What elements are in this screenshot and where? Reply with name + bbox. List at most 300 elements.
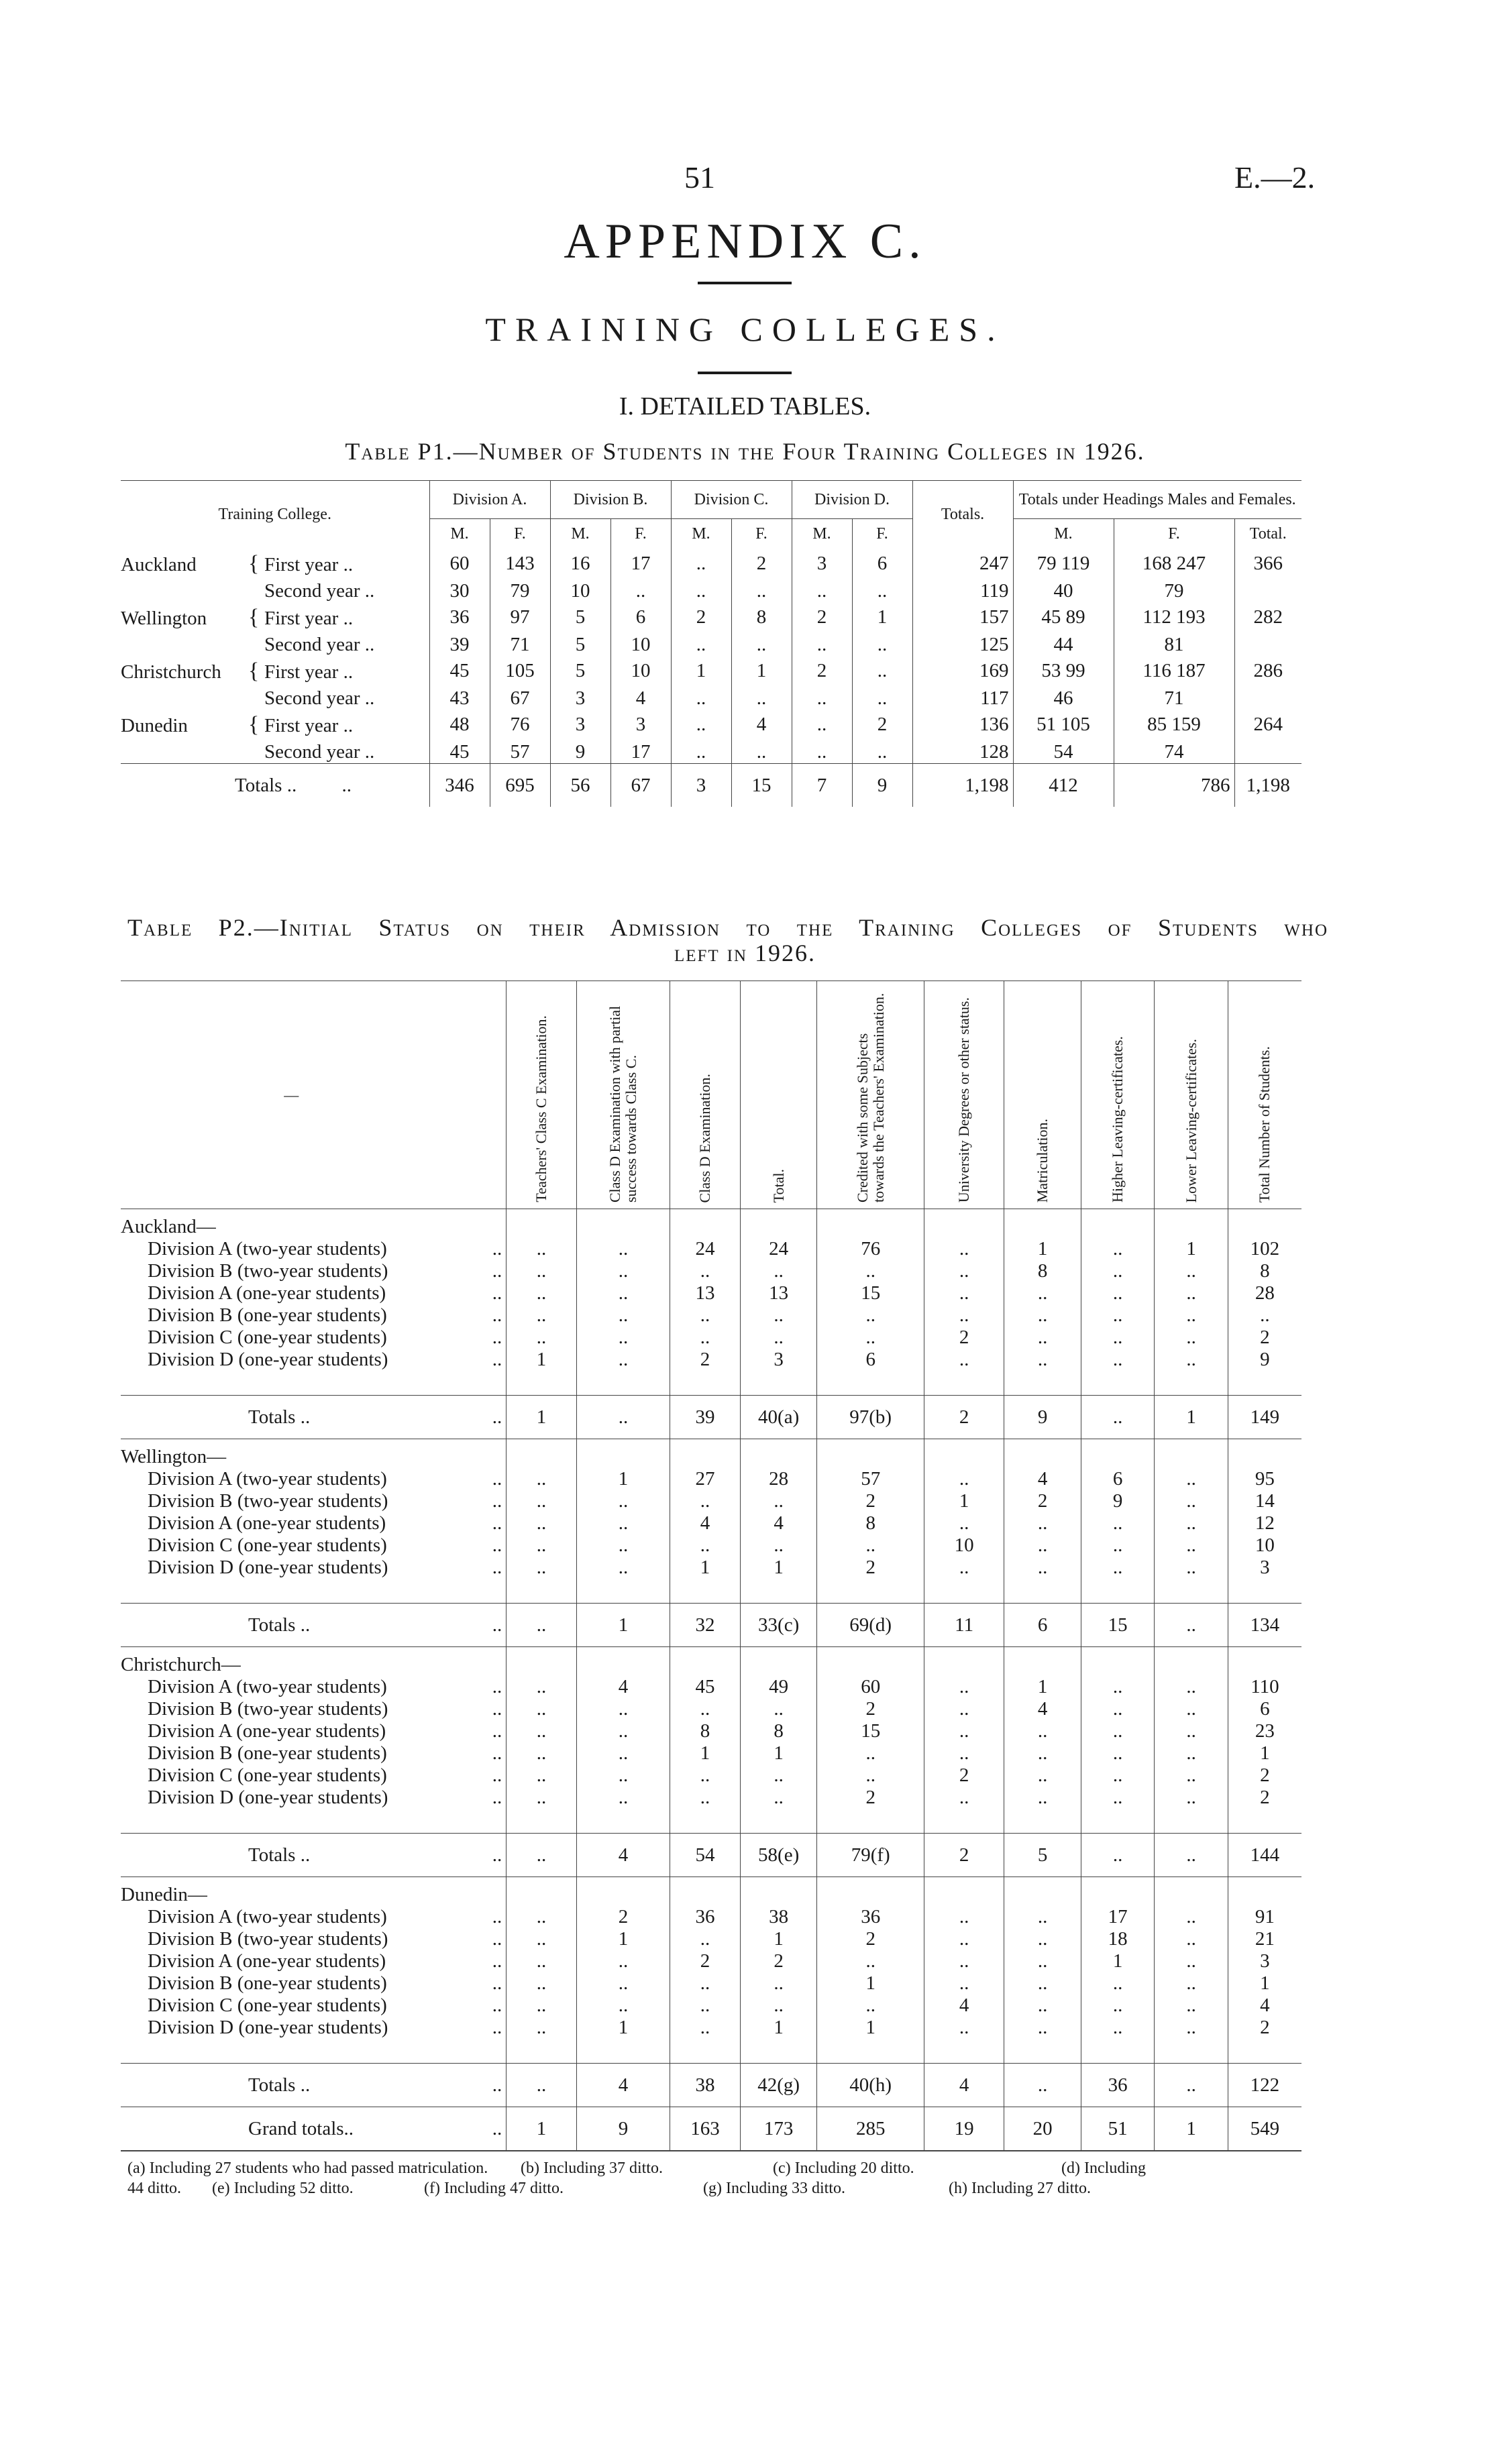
group-heading xyxy=(121,1439,1301,1469)
value-cell: 143 xyxy=(490,549,550,576)
total-cell: 366 xyxy=(1253,553,1283,574)
row-label: Division B (two-year students) xyxy=(148,1490,388,1512)
row-label: Division C (one-year students) xyxy=(148,1995,387,2016)
value-cell: .. xyxy=(576,1557,670,1579)
totals-f: 786 xyxy=(1114,764,1234,807)
value-cell: 1 xyxy=(576,1604,670,1647)
value-cell: .. xyxy=(1260,1304,1270,1326)
column-header xyxy=(1228,981,1301,1209)
value-cell: 6 xyxy=(1004,1604,1081,1647)
row-dots: .. xyxy=(462,1787,507,1809)
footnote-g: (g) Including 33 ditto. xyxy=(703,2180,845,2197)
value-cell: .. xyxy=(852,737,912,764)
value-cell: 169 xyxy=(912,656,1013,683)
value-cell: 8 xyxy=(1004,1260,1081,1282)
value-cell: 1 xyxy=(671,656,731,683)
empty-cell xyxy=(1004,1439,1081,1469)
stub-header: — xyxy=(121,981,462,1209)
value-cell: 8 xyxy=(731,602,792,630)
value-cell: .. xyxy=(1081,1834,1155,1877)
value-cell: 6 xyxy=(817,1349,924,1371)
value-cell: .. xyxy=(1081,1787,1155,1809)
value-cell: .. xyxy=(507,1327,577,1349)
total-cell: 264 xyxy=(1253,714,1283,735)
f-value: 168 xyxy=(1142,553,1172,574)
value-cell: .. xyxy=(670,1765,741,1787)
value-cell: .. xyxy=(507,1238,577,1260)
table-row xyxy=(121,1787,1301,1809)
group-heading xyxy=(121,1209,1301,1239)
value-cell: 4 xyxy=(1260,1995,1270,2016)
value-cell: 13 xyxy=(740,1282,817,1304)
value-cell: 102 xyxy=(1250,1238,1280,1259)
value-cell: 6 xyxy=(1081,1468,1155,1490)
value-cell: 23 xyxy=(1255,1720,1275,1742)
row-label: Division A (two-year students) xyxy=(148,1238,387,1259)
value-cell: .. xyxy=(1155,1742,1228,1765)
value-cell: .. xyxy=(1155,1604,1228,1647)
spacer-row xyxy=(121,1809,1301,1834)
value-cell: .. xyxy=(507,1950,577,1972)
value-cell: 128 xyxy=(912,737,1013,764)
document-code: E.—2. xyxy=(1234,160,1316,194)
value-cell: .. xyxy=(507,1765,577,1787)
value-cell: .. xyxy=(924,1238,1004,1260)
row-dots: .. xyxy=(462,1512,507,1534)
row-dots: .. xyxy=(462,2017,507,2039)
col-f: F. xyxy=(1114,519,1234,549)
value-cell: .. xyxy=(507,1906,577,1928)
empty-cell xyxy=(507,1439,577,1469)
value-cell: 2 xyxy=(740,1950,817,1972)
col-total: Total. xyxy=(1234,519,1301,549)
row-dots: .. xyxy=(462,1349,507,1371)
value-cell: 2 xyxy=(671,602,731,630)
f-value: 71 xyxy=(1164,687,1184,709)
table-row xyxy=(121,1327,1301,1349)
value-cell: .. xyxy=(924,1557,1004,1579)
value-cell: 1 xyxy=(670,1557,741,1579)
value-cell: 1 xyxy=(576,2017,670,2039)
col-division-d: Division D. xyxy=(792,481,912,519)
table-row xyxy=(121,1534,1301,1557)
col-m: M. xyxy=(550,519,610,549)
row-label: Division B (two-year students) xyxy=(148,1928,388,1950)
value-cell: 12 xyxy=(1255,1512,1275,1534)
row-dots: .. xyxy=(462,1396,507,1439)
value-cell: 1 xyxy=(1081,1950,1155,1972)
college-name: Christchurch xyxy=(121,661,221,683)
table-row xyxy=(121,1282,1301,1304)
totals-label-text: Totals .. xyxy=(235,774,297,796)
empty-cell xyxy=(924,1877,1004,1907)
m-value: 53 xyxy=(1041,660,1061,681)
value-cell: .. xyxy=(1155,1950,1228,1972)
value-cell: 2 xyxy=(817,1557,924,1579)
value-cell: .. xyxy=(1155,1534,1228,1557)
spacer-cell xyxy=(1155,1579,1228,1604)
m-cell xyxy=(1013,710,1114,737)
value-cell: .. xyxy=(507,1698,577,1720)
f-value: 81 xyxy=(1164,634,1184,655)
value-cell: 173 xyxy=(740,2107,817,2151)
value-cell: .. xyxy=(670,2017,741,2039)
value-cell: 122 xyxy=(1228,2064,1301,2107)
f-pair-total: 187 xyxy=(1176,660,1206,681)
value-cell: 5 xyxy=(550,630,610,656)
totals-m: 412 xyxy=(1013,764,1114,807)
value-cell: 134 xyxy=(1228,1604,1301,1647)
m-cell xyxy=(1013,737,1114,764)
totals-cell: 7 xyxy=(792,764,852,807)
table-row xyxy=(121,2017,1301,2039)
value-cell: .. xyxy=(740,1260,817,1282)
footnote-a: (a) Including 27 students who had passed matriculation. xyxy=(127,2160,488,2177)
value-cell: 2 xyxy=(817,1698,924,1720)
row-label: Totals .. xyxy=(121,1604,462,1647)
value-cell: 2 xyxy=(670,1349,741,1371)
row-dots xyxy=(462,1877,507,1907)
value-cell: 3 xyxy=(550,683,610,710)
value-cell: 1 xyxy=(576,1928,670,1950)
empty-cell xyxy=(507,1877,577,1907)
value-cell: 10 xyxy=(610,656,671,683)
value-cell: .. xyxy=(507,1282,577,1304)
totals-dots: .. xyxy=(341,774,352,796)
table-row xyxy=(121,1238,1301,1260)
value-cell: 9 xyxy=(1004,1396,1081,1439)
spacer-cell xyxy=(924,1371,1004,1396)
value-cell: 38 xyxy=(670,2064,741,2107)
value-cell: 57 xyxy=(490,737,550,764)
table-row xyxy=(121,683,1301,710)
row-dots: .. xyxy=(462,1765,507,1787)
value-cell: 2 xyxy=(852,710,912,737)
footnote-d-cont: 44 ditto. xyxy=(127,2180,182,2197)
column-header-text: Total. xyxy=(769,1168,787,1202)
value-cell: .. xyxy=(671,737,731,764)
value-cell: 2 xyxy=(576,1906,670,1928)
spacer-cell xyxy=(817,2039,924,2064)
spacer-cell xyxy=(1081,1371,1155,1396)
value-cell: .. xyxy=(1004,1906,1081,1928)
spacer-cell xyxy=(1004,1809,1081,1834)
totals-cell: 695 xyxy=(490,764,550,807)
value-cell: .. xyxy=(671,710,731,737)
f-cell xyxy=(1114,576,1234,602)
value-cell: .. xyxy=(576,1490,670,1512)
value-cell: .. xyxy=(507,2017,577,2039)
m-cell xyxy=(1013,549,1114,576)
value-cell: 285 xyxy=(817,2107,924,2151)
total-cell xyxy=(1234,630,1301,656)
value-cell: 54 xyxy=(670,1834,741,1877)
spacer-cell xyxy=(817,1809,924,1834)
value-cell: .. xyxy=(924,1676,1004,1698)
value-cell: .. xyxy=(1004,1720,1081,1742)
value-cell: .. xyxy=(924,1282,1004,1304)
value-cell: 24 xyxy=(740,1238,817,1260)
value-cell: 4 xyxy=(740,1512,817,1534)
empty-cell xyxy=(670,1439,741,1469)
group-name: Christchurch— xyxy=(121,1654,241,1675)
value-cell: 17 xyxy=(610,549,671,576)
value-cell: 28 xyxy=(740,1468,817,1490)
value-cell: .. xyxy=(670,1260,741,1282)
col-under-headings: Totals under Headings Males and Females. xyxy=(1013,481,1301,519)
value-cell: .. xyxy=(507,1490,577,1512)
value-cell: .. xyxy=(852,656,912,683)
group-name: Wellington— xyxy=(121,1446,227,1467)
totals-row xyxy=(121,2064,1301,2107)
value-cell: .. xyxy=(1004,1512,1081,1534)
empty-cell xyxy=(1155,1439,1228,1469)
value-cell: .. xyxy=(731,576,792,602)
totals-cell: 346 xyxy=(429,764,490,807)
value-cell: 1 xyxy=(1155,1238,1228,1260)
m-value: 46 xyxy=(1053,687,1073,709)
spacer-cell xyxy=(670,1579,741,1604)
value-cell: .. xyxy=(792,683,852,710)
value-cell: 2 xyxy=(1260,1765,1270,1786)
empty-cell xyxy=(1004,1647,1081,1677)
value-cell: .. xyxy=(792,576,852,602)
value-cell: .. xyxy=(671,683,731,710)
f-pair-total: 159 xyxy=(1171,714,1201,735)
value-cell: .. xyxy=(792,630,852,656)
column-header xyxy=(670,981,741,1209)
m-cell xyxy=(1013,602,1114,630)
value-cell: .. xyxy=(507,1676,577,1698)
value-cell: .. xyxy=(1004,1787,1081,1809)
row-dots: .. xyxy=(462,1928,507,1950)
value-cell: .. xyxy=(1004,1327,1081,1349)
row-label: Grand totals.. xyxy=(121,2107,462,2151)
totals-cell: 56 xyxy=(550,764,610,807)
value-cell: 48 xyxy=(429,710,490,737)
table-p2 xyxy=(121,981,1301,2151)
col-totals: Totals. xyxy=(912,481,1013,549)
value-cell: .. xyxy=(576,1534,670,1557)
value-cell: 9 xyxy=(1081,1490,1155,1512)
value-cell: .. xyxy=(740,1304,817,1327)
empty-cell xyxy=(817,1647,924,1677)
empty-cell xyxy=(924,1647,1004,1677)
row-label: Division D (one-year students) xyxy=(148,1787,388,1808)
spacer-cell xyxy=(924,1579,1004,1604)
total-cell: 282 xyxy=(1253,606,1283,628)
spacer-cell xyxy=(924,2039,1004,2064)
m-cell xyxy=(1013,630,1114,656)
totals-label xyxy=(121,764,429,807)
empty-cell xyxy=(1228,1209,1301,1239)
spacer-cell xyxy=(1155,1371,1228,1396)
value-cell: 21 xyxy=(1255,1928,1275,1950)
spacer-cell xyxy=(507,2039,577,2064)
value-cell: .. xyxy=(924,1698,1004,1720)
value-cell: .. xyxy=(792,737,852,764)
value-cell: .. xyxy=(576,1950,670,1972)
empty-cell xyxy=(740,1647,817,1677)
empty-cell xyxy=(817,1877,924,1907)
value-cell: 117 xyxy=(912,683,1013,710)
value-cell: .. xyxy=(740,1534,817,1557)
spacer-cell xyxy=(121,1579,462,1604)
value-cell: 6 xyxy=(852,549,912,576)
value-cell: 97(b) xyxy=(817,1396,924,1439)
college-cell xyxy=(121,630,429,656)
col-f: F. xyxy=(852,519,912,549)
value-cell: .. xyxy=(576,1765,670,1787)
value-cell: 4 xyxy=(576,1834,670,1877)
m-pair-total: 119 xyxy=(1061,553,1090,574)
value-cell: 4 xyxy=(670,1512,741,1534)
value-cell: 1 xyxy=(1260,1742,1270,1764)
table-row xyxy=(121,1765,1301,1787)
value-cell: 2 xyxy=(924,1396,1004,1439)
value-cell: 8 xyxy=(670,1720,741,1742)
row-label: Division D (one-year students) xyxy=(148,2017,388,2038)
value-cell: .. xyxy=(576,1698,670,1720)
column-header-text: Higher Leaving-certificates. xyxy=(1109,1036,1126,1202)
totals-total: 1,198 xyxy=(1234,764,1301,807)
value-cell: .. xyxy=(671,549,731,576)
value-cell: 9 xyxy=(576,2107,670,2151)
value-cell: 4 xyxy=(731,710,792,737)
value-cell: 2 xyxy=(670,1950,741,1972)
value-cell: 5 xyxy=(550,656,610,683)
row-dots: .. xyxy=(462,1604,507,1647)
value-cell: .. xyxy=(1155,1720,1228,1742)
group-heading xyxy=(121,1647,1301,1677)
row-dots: .. xyxy=(462,1698,507,1720)
table-row xyxy=(121,576,1301,602)
empty-cell xyxy=(740,1439,817,1469)
value-cell: 125 xyxy=(912,630,1013,656)
year-label: Second year .. xyxy=(264,687,375,709)
value-cell: .. xyxy=(924,2017,1004,2039)
value-cell: 45 xyxy=(670,1676,741,1698)
value-cell: .. xyxy=(1155,1349,1228,1371)
value-cell: 2 xyxy=(817,1787,924,1809)
value-cell: 18 xyxy=(1081,1928,1155,1950)
table-row xyxy=(121,1490,1301,1512)
value-cell: .. xyxy=(610,576,671,602)
value-cell: .. xyxy=(507,2064,577,2107)
value-cell: 9 xyxy=(550,737,610,764)
table-row xyxy=(121,1906,1301,1928)
row-dots: .. xyxy=(462,1327,507,1349)
spacer-cell xyxy=(121,1371,462,1396)
value-cell: 1 xyxy=(740,1928,817,1950)
value-cell: .. xyxy=(1004,1349,1081,1371)
year-label: First year .. xyxy=(264,608,354,629)
m-cell xyxy=(1013,656,1114,683)
empty-cell xyxy=(1081,1647,1155,1677)
value-cell: 28 xyxy=(1255,1282,1275,1304)
value-cell: 247 xyxy=(912,549,1013,576)
value-cell: .. xyxy=(792,710,852,737)
spacer-cell xyxy=(670,1809,741,1834)
value-cell: 1 xyxy=(852,602,912,630)
value-cell: .. xyxy=(507,1534,577,1557)
total-cell: 286 xyxy=(1253,660,1283,681)
value-cell: 19 xyxy=(924,2107,1004,2151)
value-cell: 10 xyxy=(1255,1534,1275,1556)
value-cell: 2 xyxy=(817,1490,924,1512)
table-row xyxy=(121,1720,1301,1742)
group-name: Auckland— xyxy=(121,1216,216,1237)
table-row xyxy=(121,1512,1301,1534)
f-cell xyxy=(1114,737,1234,764)
value-cell: 2 xyxy=(1260,1787,1270,1808)
value-cell: .. xyxy=(507,1260,577,1282)
row-label: Division A (one-year students) xyxy=(148,1950,386,1972)
value-cell: 136 xyxy=(912,710,1013,737)
spacer-cell xyxy=(1228,1579,1301,1604)
value-cell: .. xyxy=(670,1972,741,1995)
value-cell: .. xyxy=(576,1238,670,1260)
row-dots: .. xyxy=(462,1834,507,1877)
value-cell: 36 xyxy=(429,602,490,630)
spacer-cell xyxy=(924,1809,1004,1834)
total-cell xyxy=(1234,737,1301,764)
value-cell: 60 xyxy=(817,1676,924,1698)
value-cell: .. xyxy=(1155,2064,1228,2107)
column-header xyxy=(924,981,1004,1209)
footnote-b: (b) Including 37 ditto. xyxy=(521,2160,663,2177)
value-cell: .. xyxy=(1004,1950,1081,1972)
value-cell: .. xyxy=(576,1787,670,1809)
f-cell xyxy=(1114,683,1234,710)
value-cell: .. xyxy=(670,1928,741,1950)
empty-cell xyxy=(1004,1877,1081,1907)
f-value: 79 xyxy=(1164,580,1184,602)
value-cell: 36 xyxy=(817,1906,924,1928)
value-cell: 8 xyxy=(740,1720,817,1742)
row-dots: .. xyxy=(462,1557,507,1579)
value-cell: .. xyxy=(1081,1742,1155,1765)
value-cell: .. xyxy=(576,1327,670,1349)
value-cell: .. xyxy=(1155,2017,1228,2039)
spacer-cell xyxy=(740,2039,817,2064)
value-cell: .. xyxy=(507,1742,577,1765)
empty-cell xyxy=(507,1209,577,1239)
spacer-row xyxy=(121,1579,1301,1604)
value-cell: 1 xyxy=(740,2017,817,2039)
value-cell: 1 xyxy=(1260,1972,1270,1994)
m-value: 45 xyxy=(1041,606,1061,628)
col-m: M. xyxy=(671,519,731,549)
value-cell: .. xyxy=(924,1906,1004,1928)
value-cell: .. xyxy=(1081,1720,1155,1742)
spacer-cell xyxy=(507,1371,577,1396)
value-cell: 39 xyxy=(429,630,490,656)
f-cell xyxy=(1114,710,1234,737)
value-cell: .. xyxy=(1155,1787,1228,1809)
value-cell: 40(h) xyxy=(817,2064,924,2107)
row-dots xyxy=(462,1209,507,1239)
value-cell: 91 xyxy=(1255,1906,1275,1927)
value-cell: 2 xyxy=(1260,2017,1270,2038)
table-row xyxy=(121,1676,1301,1698)
value-cell: 40(a) xyxy=(740,1396,817,1439)
empty-cell xyxy=(1004,1209,1081,1239)
value-cell: 4 xyxy=(1004,1468,1081,1490)
value-cell: .. xyxy=(670,1534,741,1557)
value-cell: 1 xyxy=(740,1742,817,1765)
column-header-text: Teachers' Class C Examination. xyxy=(532,1015,549,1202)
